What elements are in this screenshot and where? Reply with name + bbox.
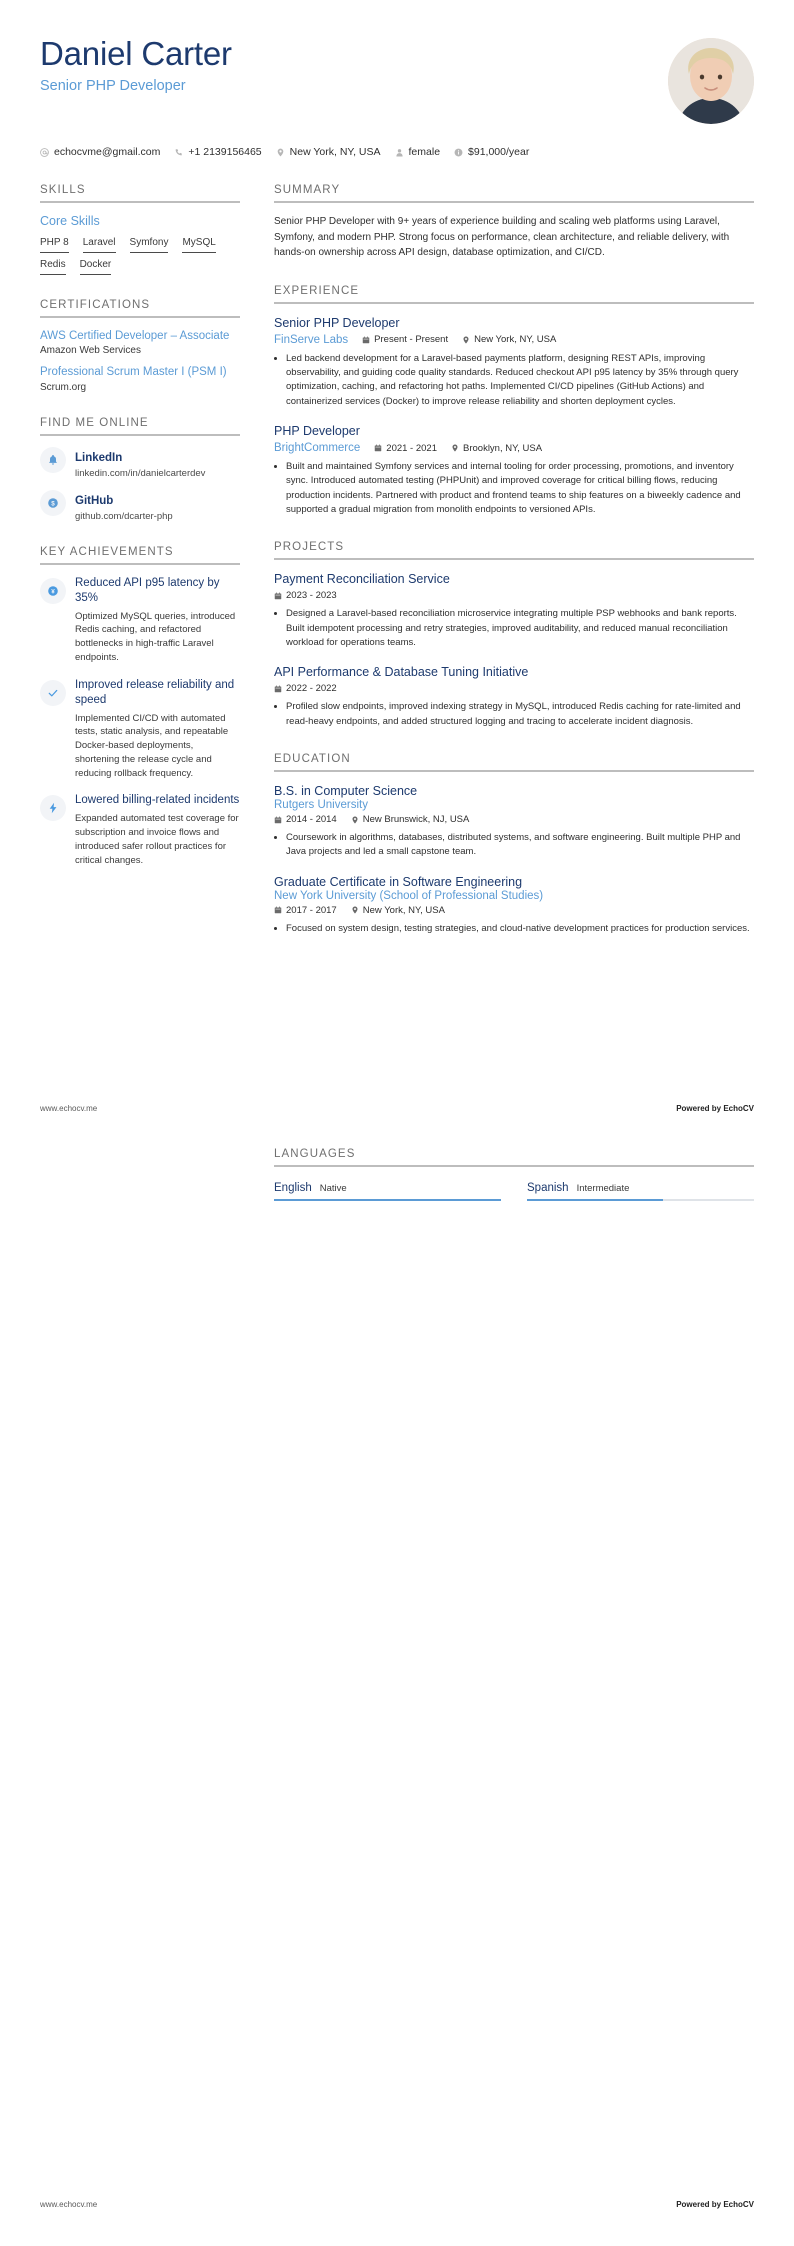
link-label: GitHub <box>75 494 114 507</box>
language-level: Native <box>319 1183 347 1194</box>
calendar-icon <box>274 685 282 693</box>
entry-bullets <box>274 700 754 729</box>
list-item <box>274 1182 501 1201</box>
entry-dates-value: 2017 - 2017 <box>286 904 337 916</box>
language-name: English <box>274 1182 312 1194</box>
page-footer <box>0 2200 794 2209</box>
language-level: Intermediate <box>576 1183 630 1194</box>
entry-bullets <box>274 922 754 936</box>
resume-header <box>40 0 754 124</box>
language-proficiency-bar <box>274 1199 501 1201</box>
location-pin-icon <box>276 148 285 157</box>
page-title: Daniel Carter <box>40 35 232 72</box>
calendar-icon <box>374 444 382 452</box>
entry-dates-value: 2021 - 2021 <box>386 442 437 454</box>
entry-organization: New York University (School of Professional Studies) <box>274 889 544 902</box>
achievement-title: Reduced API p95 latency by 35% <box>75 576 220 604</box>
language-proficiency-bar <box>527 1199 754 1201</box>
job-headline: Senior PHP Developer <box>40 78 186 95</box>
calendar-icon <box>274 906 282 914</box>
link-url: linkedin.com/in/danielcarterdev <box>75 467 206 479</box>
lightning-bolt-icon <box>40 795 66 821</box>
footer-website: www.echocv.me <box>40 1104 98 1113</box>
contact-item-location <box>276 146 381 158</box>
entry-location-value: New Brunswick, NJ, USA <box>362 814 470 825</box>
list-item <box>40 678 240 781</box>
page-footer <box>0 1104 794 1113</box>
contact-value-salary: $91,000/year <box>468 146 530 158</box>
list-item: • Profiled slow endpoints, improved indexing strategy in MySQL, introduced Redis caching for rate-limited and read-heavy endpoints, and added structured logging and tracing to accelerate incident diagnosis. <box>286 700 754 729</box>
entry-title: Payment Reconciliation Service <box>274 572 450 586</box>
list-item <box>40 329 240 356</box>
entry-bullets <box>274 352 754 409</box>
list-item <box>40 365 240 392</box>
list-item: • Built and maintained Symfony services and internal tooling for order processing, promotions, and inventory sync. Introduced automated testing (PHPUnit) and improved coverage for critical billing flows, reducing production incidents. Partnered with product and frontend teams to ship features on a biweekly cadence and supported a gradual migration from monolith endpoints to versioned APIs. <box>286 460 754 517</box>
skill-tag: Laravel <box>83 237 116 253</box>
contact-item-email <box>40 146 160 158</box>
entry-bullets <box>274 831 754 860</box>
entry-location-value: New York, NY, USA <box>362 904 445 916</box>
entry-dates-value: Present - Present <box>374 334 449 346</box>
list-item[interactable] <box>40 447 240 479</box>
entry-title: PHP Developer <box>274 423 360 438</box>
skill-tag: PHP 8 <box>40 237 69 253</box>
section-summary <box>274 184 754 261</box>
entry-organization: FinServe Labs <box>274 333 349 346</box>
entry-dates <box>274 590 337 601</box>
contact-item-gender <box>395 146 441 158</box>
language-name: Spanish <box>527 1182 569 1194</box>
entry-location <box>451 443 542 454</box>
entry-title: B.S. in Computer Science <box>274 783 418 798</box>
currency-dollar-icon <box>40 490 66 516</box>
section-education <box>274 753 754 936</box>
entry-title: API Performance & Database Tuning Initiative <box>274 665 529 679</box>
section-heading-languages: LANGUAGES <box>274 1148 356 1160</box>
skill-tag: Docker <box>80 259 112 275</box>
person-icon <box>395 148 404 157</box>
entry-title: Senior PHP Developer <box>274 315 400 330</box>
contact-row <box>40 146 754 158</box>
experience-entry <box>274 423 754 517</box>
entry-meta <box>274 905 754 916</box>
list-item <box>40 793 240 867</box>
achievement-description: Optimized MySQL queries, introduced Redis caching, and refactored bottlenecks in high-traffic Laravel endpoints. <box>75 610 236 663</box>
entry-meta <box>274 683 754 694</box>
contact-value-gender: female <box>408 146 441 158</box>
section-key-achievements <box>40 546 240 868</box>
section-heading-experience: EXPERIENCE <box>274 284 360 297</box>
calendar-icon <box>274 592 282 600</box>
entry-dates <box>274 814 337 825</box>
contact-value-email: echocvme@gmail.com <box>54 146 161 158</box>
entry-location-value: New York, NY, USA <box>474 334 557 346</box>
entry-meta <box>274 442 754 454</box>
calendar-icon <box>274 816 282 824</box>
project-entry <box>274 571 754 650</box>
resume-body <box>40 184 754 960</box>
section-projects <box>274 541 754 729</box>
section-skills <box>40 184 240 275</box>
avatar <box>668 38 754 124</box>
footer-website: www.echocv.me <box>40 2200 98 2209</box>
location-pin-icon <box>351 906 359 914</box>
entry-location <box>351 814 470 825</box>
entry-organization: Rutgers University <box>274 799 368 811</box>
language-list <box>274 1182 754 1201</box>
list-item: • Focused on system design, testing strategies, and cloud-native development practices for production services. <box>286 922 754 936</box>
entry-dates <box>362 334 448 345</box>
entry-location <box>351 905 445 916</box>
email-icon <box>40 148 49 157</box>
entry-location <box>462 334 556 345</box>
link-label: LinkedIn <box>75 451 123 464</box>
location-pin-icon <box>351 816 359 824</box>
certification-issuer: Amazon Web Services <box>40 345 141 357</box>
list-item: • Coursework in algorithms, databases, distributed systems, and software engineering. Built multiple PHP and Java projects and led a small capstone team. <box>286 831 754 860</box>
entry-dates <box>374 443 437 454</box>
footer-brand: Powered by EchoCV <box>676 1104 754 1113</box>
check-icon <box>40 680 66 706</box>
list-item[interactable] <box>40 490 240 522</box>
entry-organization: BrightCommerce <box>274 442 361 454</box>
link-url: github.com/dcarter-php <box>75 510 173 522</box>
left-column <box>40 184 240 891</box>
entry-meta <box>274 814 754 825</box>
education-entry <box>274 874 754 937</box>
bell-icon <box>40 447 66 473</box>
section-heading-key-achievements: KEY ACHIEVEMENTS <box>40 545 174 558</box>
education-entry <box>274 783 754 860</box>
entry-bullets <box>274 607 754 650</box>
contact-value-phone: +1 2139156465 <box>188 146 262 158</box>
header-text-block <box>40 36 668 94</box>
certification-issuer: Scrum.org <box>40 381 87 393</box>
phone-icon <box>174 148 183 157</box>
entry-dates-value: 2014 - 2014 <box>286 814 337 825</box>
section-heading-projects: PROJECTS <box>274 541 345 553</box>
section-heading-summary: SUMMARY <box>274 184 341 196</box>
section-experience <box>274 285 754 518</box>
language-proficiency-fill <box>274 1199 501 1201</box>
svg-text:$: $ <box>51 500 55 508</box>
skill-tag: MySQL <box>182 237 215 253</box>
contact-value-location: New York, NY, USA <box>289 146 381 158</box>
experience-entry <box>274 315 754 409</box>
entry-bullets <box>274 460 754 517</box>
entry-meta <box>274 590 754 601</box>
right-column <box>274 184 754 960</box>
svg-text:¥: ¥ <box>51 588 55 596</box>
achievement-title: Improved release reliability and speed <box>75 678 235 706</box>
skill-tag: Symfony <box>130 237 169 253</box>
footer-brand: Powered by EchoCV <box>676 2200 754 2209</box>
entry-dates <box>274 683 337 694</box>
achievement-title: Lowered billing-related incidents <box>75 794 240 807</box>
section-heading-certifications: CERTIFICATIONS <box>40 299 151 311</box>
skill-tag: Redis <box>40 259 66 275</box>
entry-location-value: Brooklyn, NY, USA <box>463 442 543 454</box>
language-proficiency-fill <box>527 1199 663 1201</box>
section-heading-education: EDUCATION <box>274 752 351 765</box>
achievement-description: Expanded automated test coverage for subscription and invoice flows and introduced safer rollout practices for critical changes. <box>75 813 239 866</box>
section-certifications <box>40 299 240 393</box>
location-pin-icon <box>451 444 459 452</box>
section-find-me-online <box>40 417 240 522</box>
list-item: • Designed a Laravel-based reconciliation microservice integrating multiple PSP webhooks and bank reports. Built idempotent processing and retry strategies, improved auditability, and reduced manual reconciliation workload for operations teams. <box>286 607 754 650</box>
certification-name: Professional Scrum Master I (PSM I) <box>40 366 227 379</box>
project-entry <box>274 664 754 729</box>
list-item: • Led backend development for a Laravel-based payments platform, designing REST APIs, improving observability, and guiding code quality standards. Reduced checkout API p95 latency by 35% through query optimization, caching, and refactoring hot paths. Implemented CI/CD pipelines (GitHub Actions) and containerized services (Docker) to improve release reliability and shorten deployment cycles. <box>286 352 754 409</box>
skill-tag-list <box>40 237 240 275</box>
entry-dates-value: 2023 - 2023 <box>286 590 337 602</box>
entry-dates <box>274 905 337 916</box>
summary-text: Senior PHP Developer with 9+ years of experience building and scaling web platforms using Laravel, Symfony, and modern PHP. Strong focus on performance, clean architecture, and reliable delivery, with hands-on ownership across API design, database optimization, and CI/CD. <box>274 216 730 258</box>
contact-item-salary <box>454 146 529 158</box>
section-languages <box>274 1148 754 1201</box>
info-icon <box>454 148 463 157</box>
location-pin-icon <box>462 336 470 344</box>
section-heading-find-me-online: FIND ME ONLINE <box>40 416 149 429</box>
certification-name: AWS Certified Developer – Associate <box>40 330 230 342</box>
currency-yen-icon <box>40 578 66 604</box>
list-item <box>40 576 240 665</box>
entry-meta <box>274 334 754 346</box>
entry-dates-value: 2022 - 2022 <box>286 683 337 695</box>
skills-group-name: Core Skills <box>40 214 100 228</box>
list-item <box>527 1182 754 1201</box>
calendar-icon <box>362 336 370 344</box>
section-heading-skills: SKILLS <box>40 184 86 196</box>
achievement-description: Implemented CI/CD with automated tests, static analysis, and repeatable Docker-based deployments, shortening the release cycle and reducing rollback frequency. <box>75 712 229 779</box>
entry-title: Graduate Certificate in Software Engineering <box>274 874 523 889</box>
contact-item-phone <box>174 146 261 158</box>
